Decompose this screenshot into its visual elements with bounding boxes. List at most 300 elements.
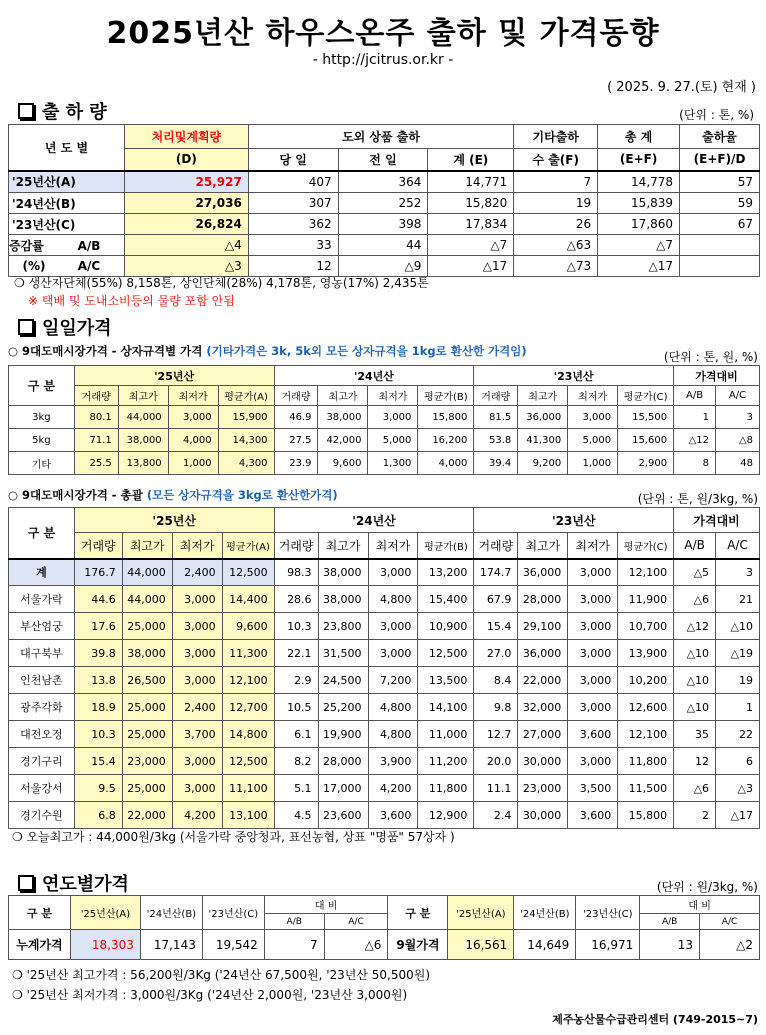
cell: 10,900 xyxy=(418,613,474,640)
h-max: 최고가 xyxy=(118,386,168,406)
cell: 7 xyxy=(514,171,598,193)
cell: 22,000 xyxy=(122,802,172,829)
row-label: '25년산(A) xyxy=(9,171,125,193)
cell: 11,900 xyxy=(618,586,674,613)
cell: △2 xyxy=(700,930,760,960)
h-today: 당 일 xyxy=(248,149,338,171)
cell: 10,700 xyxy=(618,613,674,640)
h-ab: A/B xyxy=(674,386,716,406)
shipment-table xyxy=(8,124,760,277)
h-c-left: '23년산(C) xyxy=(202,896,264,930)
cell: △6 xyxy=(674,775,716,802)
cell: 48 xyxy=(716,452,760,475)
cell: 15,820 xyxy=(428,193,514,214)
cell: 9,600 xyxy=(222,613,274,640)
cell: 364 xyxy=(338,171,428,193)
cell: 44,000 xyxy=(122,559,172,586)
table-row xyxy=(9,586,760,613)
shipment-unit: (단위 : 톤, %) xyxy=(679,108,754,122)
table-row xyxy=(9,748,760,775)
cell: 2,400 xyxy=(172,694,222,721)
cell: 12,100 xyxy=(222,667,274,694)
inc-label: 증감률 xyxy=(9,238,44,253)
cell: 10.3 xyxy=(74,721,122,748)
daily-unit1: (단위 : 톤, 원, %) xyxy=(663,350,758,364)
table-row xyxy=(9,721,760,748)
cell: △7 xyxy=(598,235,680,256)
cell: 2.4 xyxy=(474,802,518,829)
h-cmp-left: 대 비 xyxy=(264,896,388,914)
yearly-price-table xyxy=(8,895,760,960)
cell: 14,800 xyxy=(222,721,274,748)
cell: 53.8 xyxy=(474,429,518,452)
cell: 3,000 xyxy=(172,775,222,802)
cell: 22.1 xyxy=(274,640,318,667)
cell: 3,600 xyxy=(568,721,618,748)
table-row xyxy=(9,802,760,829)
cell: 39.8 xyxy=(74,640,122,667)
cell: △4 xyxy=(124,235,248,256)
cell: 11,200 xyxy=(418,748,474,775)
cell: 2.9 xyxy=(274,667,318,694)
cell: 18,303 xyxy=(70,930,140,960)
cell: 44,000 xyxy=(118,406,168,429)
h-avg-b: 평균가(B) xyxy=(418,386,474,406)
cell: 15,400 xyxy=(418,586,474,613)
yearly-heading-text: 연도별가격 xyxy=(42,874,129,895)
cell: 12 xyxy=(248,256,338,277)
table-row xyxy=(9,640,760,667)
cell: 3,600 xyxy=(368,802,418,829)
cell: △12 xyxy=(674,613,716,640)
cell: 25,000 xyxy=(122,775,172,802)
cell: △17 xyxy=(716,802,760,829)
cell: 19 xyxy=(716,667,760,694)
cell: 80.1 xyxy=(74,406,118,429)
table-row xyxy=(9,406,760,429)
cell: 13 xyxy=(640,930,700,960)
shipment-note-red: ※ 택배 및 도내소비등의 물량 포함 안됨 xyxy=(28,294,235,308)
h-vol: 거래량 xyxy=(474,386,518,406)
cell: 3,000 xyxy=(172,748,222,775)
cell: 23,600 xyxy=(318,802,368,829)
h-a-right: '25년산(A) xyxy=(448,896,514,930)
cell: 27,036 xyxy=(124,193,248,214)
cell: 3 xyxy=(716,406,760,429)
cell: 4,200 xyxy=(172,802,222,829)
h-etc: 기타출하 xyxy=(514,125,598,149)
h-max: 최고가 xyxy=(318,386,368,406)
cell: 15,900 xyxy=(218,406,274,429)
table-row xyxy=(9,429,760,452)
cell: 3,000 xyxy=(368,559,418,586)
cell: 12,500 xyxy=(418,640,474,667)
yearly-note1: ❍ '25년산 최고가격 : 56,200원/3Kg ('24년산 67,500원, '23년산 50,500원) xyxy=(12,968,431,982)
row-label: 5kg xyxy=(9,429,75,452)
cell: 98.3 xyxy=(274,559,318,586)
cell: 41,300 xyxy=(518,429,568,452)
cell: 11,300 xyxy=(222,640,274,667)
cell: 15,839 xyxy=(598,193,680,214)
cell: 12.7 xyxy=(474,721,518,748)
cell: 12,100 xyxy=(618,721,674,748)
cell: 17,143 xyxy=(140,930,202,960)
cell: 8.2 xyxy=(274,748,318,775)
h-vol: 거래량 xyxy=(74,533,122,559)
cell: △10 xyxy=(674,640,716,667)
ab-label: A/B xyxy=(77,238,101,253)
cell: 19 xyxy=(514,193,598,214)
cell: 15,600 xyxy=(618,429,674,452)
h-cmp-right: 대 비 xyxy=(640,896,760,914)
cell: △63 xyxy=(514,235,598,256)
size-price-table xyxy=(8,365,760,475)
cell: 32,000 xyxy=(518,694,568,721)
row-label: 대구북부 xyxy=(9,640,75,667)
cell: 28,000 xyxy=(518,586,568,613)
cell: 44.6 xyxy=(74,586,122,613)
h-y24: '24년산 xyxy=(274,508,474,533)
h-cmp: 가격대비 xyxy=(674,508,760,533)
cell: 4,000 xyxy=(168,429,218,452)
cell: 35 xyxy=(674,721,716,748)
row-label: 기타 xyxy=(9,452,75,475)
cell: 3,000 xyxy=(172,667,222,694)
cell: 9.8 xyxy=(474,694,518,721)
cell: 10.5 xyxy=(274,694,318,721)
daily-sub1 xyxy=(8,343,527,359)
cell: △7 xyxy=(428,235,514,256)
cell: 5,000 xyxy=(568,429,618,452)
cell: 3,600 xyxy=(568,802,618,829)
h-ac: A/C xyxy=(716,386,760,406)
cell: 4,000 xyxy=(418,452,474,475)
cell: 21 xyxy=(716,586,760,613)
h-ac: A/C xyxy=(716,533,760,559)
cell: 12,700 xyxy=(222,694,274,721)
cell: 12,900 xyxy=(418,802,474,829)
cell: 3,900 xyxy=(368,748,418,775)
cell: 67.9 xyxy=(474,586,518,613)
row-label: 인천남촌 xyxy=(9,667,75,694)
cell: 13.8 xyxy=(74,667,122,694)
cell: 36,000 xyxy=(518,559,568,586)
cell: 4,300 xyxy=(218,452,274,475)
cell: 81.5 xyxy=(474,406,518,429)
cell: 4,800 xyxy=(368,586,418,613)
cell: 6.1 xyxy=(274,721,318,748)
cell: 22,000 xyxy=(518,667,568,694)
cell: 24,500 xyxy=(318,667,368,694)
shipment-note: ❍ 생산자단체(55%) 8,158톤, 상인단체(28%) 4,178톤, 영농(17%) 2,435톤 xyxy=(14,276,429,290)
h-max: 최고가 xyxy=(518,533,568,559)
cell: 9,600 xyxy=(318,452,368,475)
h-prev: 전 일 xyxy=(338,149,428,171)
cell: 7,200 xyxy=(368,667,418,694)
cell: 29,100 xyxy=(518,613,568,640)
cell: 36,000 xyxy=(518,640,568,667)
cell: 38,000 xyxy=(122,640,172,667)
cell: 28.6 xyxy=(274,586,318,613)
cell: 8 xyxy=(674,452,716,475)
h-max: 최고가 xyxy=(318,533,368,559)
cell: 14,778 xyxy=(598,171,680,193)
cell: 3,000 xyxy=(568,748,618,775)
row-label: 광주각화 xyxy=(9,694,75,721)
cell: 30,000 xyxy=(518,802,568,829)
cell: 30,000 xyxy=(518,748,568,775)
cell: 4,800 xyxy=(368,694,418,721)
cell: 59 xyxy=(680,193,760,214)
h-avg-b: 평균가(B) xyxy=(418,533,474,559)
ac-label: A/C xyxy=(77,259,101,273)
cell: 14,400 xyxy=(222,586,274,613)
cell: △5 xyxy=(674,559,716,586)
h-rate2: (E+F)/D xyxy=(680,149,760,171)
cell: △3 xyxy=(716,775,760,802)
inc-label-cell xyxy=(9,235,125,256)
cell: 2,400 xyxy=(172,559,222,586)
h-gubun-right: 구 분 xyxy=(388,896,448,930)
cell: 25,200 xyxy=(318,694,368,721)
cell: 25,000 xyxy=(122,694,172,721)
cell: 16,200 xyxy=(418,429,474,452)
cell: 4.5 xyxy=(274,802,318,829)
cell: 26,824 xyxy=(124,214,248,235)
cell: 3,000 xyxy=(568,406,618,429)
h-ab: A/B xyxy=(674,533,716,559)
cell: 11,800 xyxy=(618,748,674,775)
shipment-heading-text: 출 하 량 xyxy=(42,102,107,123)
row-label: 경기구리 xyxy=(9,748,75,775)
size-price-rows xyxy=(9,406,760,475)
cell xyxy=(680,256,760,277)
h-export: 수 출(F) xyxy=(514,149,598,171)
cell: 307 xyxy=(248,193,338,214)
cell: 13,900 xyxy=(618,640,674,667)
h-max: 최고가 xyxy=(518,386,568,406)
h-gubun-left: 구 분 xyxy=(9,896,71,930)
daily-unit2: (단위 : 톤, 원/3kg, %) xyxy=(637,492,758,506)
h-min: 최저가 xyxy=(172,533,222,559)
cell: △10 xyxy=(674,667,716,694)
cell: 13,800 xyxy=(118,452,168,475)
cell: △6 xyxy=(674,586,716,613)
cell: △10 xyxy=(716,613,760,640)
cell: 20.0 xyxy=(474,748,518,775)
cell: △19 xyxy=(716,640,760,667)
cell: 25,000 xyxy=(122,613,172,640)
cell: 38,000 xyxy=(118,429,168,452)
cell: 14,771 xyxy=(428,171,514,193)
table-row xyxy=(9,214,760,235)
daily-sub1-highlight: (기타가격은 3k, 5k외 모든 상자규격을 1kg로 환산한 가격임) xyxy=(206,344,527,358)
cell: 252 xyxy=(338,193,428,214)
cell: 31,500 xyxy=(318,640,368,667)
cell: 17.6 xyxy=(74,613,122,640)
h-max: 최고가 xyxy=(122,533,172,559)
cell: 15,800 xyxy=(618,802,674,829)
table-row xyxy=(9,452,760,475)
table-row xyxy=(9,559,760,586)
cell: 4,800 xyxy=(368,721,418,748)
cell: 12,500 xyxy=(222,559,274,586)
cell: 5.1 xyxy=(274,775,318,802)
cell: 9,200 xyxy=(518,452,568,475)
cell: 25.5 xyxy=(74,452,118,475)
h-vol: 거래량 xyxy=(274,533,318,559)
cell: 28,000 xyxy=(318,748,368,775)
cell: 3 xyxy=(716,559,760,586)
cell: 3,000 xyxy=(568,586,618,613)
h-total2: (E+F) xyxy=(598,149,680,171)
cell: 3,000 xyxy=(168,406,218,429)
cell: 13,500 xyxy=(418,667,474,694)
h-y25: '25년산 xyxy=(74,508,274,533)
cell: 3,000 xyxy=(568,559,618,586)
cell: 11,100 xyxy=(222,775,274,802)
daily-heading xyxy=(18,314,112,340)
cell: 11,000 xyxy=(418,721,474,748)
cell: 14,300 xyxy=(218,429,274,452)
cell: 26,500 xyxy=(122,667,172,694)
h-avg-a: 평균가(A) xyxy=(222,533,274,559)
cell: 17,834 xyxy=(428,214,514,235)
cell: 15,800 xyxy=(418,406,474,429)
cell: △9 xyxy=(338,256,428,277)
checkbox-square-icon xyxy=(18,875,34,891)
row-label: 서울가락 xyxy=(9,586,75,613)
cell xyxy=(680,235,760,256)
cell: 27.0 xyxy=(474,640,518,667)
cell: 25,927 xyxy=(124,171,248,193)
market-price-rows xyxy=(9,559,760,829)
cell: 1 xyxy=(674,406,716,429)
checkbox-square-icon xyxy=(18,319,34,335)
cell: 13,200 xyxy=(418,559,474,586)
cell: 18.9 xyxy=(74,694,122,721)
h-vol: 거래량 xyxy=(474,533,518,559)
cell: 1,000 xyxy=(168,452,218,475)
cell: 25,000 xyxy=(122,721,172,748)
h-y23: '23년산 xyxy=(474,366,674,386)
table-row xyxy=(9,171,760,193)
cell: 6 xyxy=(716,748,760,775)
cell: △6 xyxy=(324,930,388,960)
h-min: 최저가 xyxy=(168,386,218,406)
h-b-left: '24년산(B) xyxy=(140,896,202,930)
cell: 38,000 xyxy=(318,559,368,586)
cell: 19,542 xyxy=(202,930,264,960)
cell: 9.5 xyxy=(74,775,122,802)
cell: 12,500 xyxy=(222,748,274,775)
h-y25: '25년산 xyxy=(74,366,274,386)
h-y23: '23년산 xyxy=(474,508,674,533)
cumulative-label: 누계가격 xyxy=(9,930,71,960)
cell: 23,800 xyxy=(318,613,368,640)
h-y24: '24년산 xyxy=(274,366,474,386)
cell: 407 xyxy=(248,171,338,193)
cell: △17 xyxy=(598,256,680,277)
page-title: 2025년산 하우스온주 출하 및 가격동향 xyxy=(106,16,660,51)
row-label: 계 xyxy=(9,559,75,586)
cell: 3,000 xyxy=(568,640,618,667)
table-row xyxy=(9,930,760,960)
cell: 3,000 xyxy=(568,613,618,640)
h-year: 년 도 별 xyxy=(9,125,125,171)
h-avg-a: 평균가(A) xyxy=(218,386,274,406)
h-avg-c: 평균가(C) xyxy=(618,533,674,559)
cell: 27,000 xyxy=(518,721,568,748)
cell: 3,000 xyxy=(368,640,418,667)
cell: 13,100 xyxy=(222,802,274,829)
cell: 39.4 xyxy=(474,452,518,475)
h-ab-left: A/B xyxy=(264,914,324,930)
table-row xyxy=(9,235,760,256)
row-label: 경기수원 xyxy=(9,802,75,829)
cell: 36,000 xyxy=(518,406,568,429)
cell: 4,200 xyxy=(368,775,418,802)
h-min: 최저가 xyxy=(368,386,418,406)
daily-sub2 xyxy=(8,487,338,503)
row-label: 부산엄궁 xyxy=(9,613,75,640)
cell: 23,000 xyxy=(518,775,568,802)
h-vol: 거래량 xyxy=(74,386,118,406)
cell: 16,971 xyxy=(576,930,640,960)
cell: 10,200 xyxy=(618,667,674,694)
cell: 2,900 xyxy=(618,452,674,475)
cell: 3,000 xyxy=(368,613,418,640)
month-label: 9월가격 xyxy=(388,930,448,960)
cell: 27.5 xyxy=(274,429,318,452)
cell: 11,800 xyxy=(418,775,474,802)
website-url[interactable]: - http://jcitrus.or.kr - xyxy=(312,52,454,68)
cell: 1,000 xyxy=(568,452,618,475)
cell: 57 xyxy=(680,171,760,193)
h-min: 최저가 xyxy=(568,386,618,406)
daily-sub2-text: ○ 9대도매시장가격 - 총괄 xyxy=(8,488,143,502)
table-row xyxy=(9,613,760,640)
cell: 174.7 xyxy=(474,559,518,586)
cell: 12,100 xyxy=(618,559,674,586)
cell: △12 xyxy=(674,429,716,452)
cell: 12 xyxy=(674,748,716,775)
table-row xyxy=(9,193,760,214)
daily-sub1-text: ○ 9대도매시장가격 - 상자규격별 가격 xyxy=(8,344,203,358)
cell: 12,600 xyxy=(618,694,674,721)
market-price-table xyxy=(8,507,760,829)
cell: 6.8 xyxy=(74,802,122,829)
cell: 11,500 xyxy=(618,775,674,802)
shipment-heading xyxy=(18,98,107,124)
cell: 19,900 xyxy=(318,721,368,748)
cell: 3,000 xyxy=(172,640,222,667)
cell: 44,000 xyxy=(122,586,172,613)
row-label: '23년산(C) xyxy=(9,214,125,235)
cell: △73 xyxy=(514,256,598,277)
cell: 5,000 xyxy=(368,429,418,452)
h-a-left: '25년산(A) xyxy=(70,896,140,930)
cell: 11.1 xyxy=(474,775,518,802)
h-rate: 출하율 xyxy=(680,125,760,149)
yearly-heading xyxy=(18,870,129,896)
row-label: '24년산(B) xyxy=(9,193,125,214)
h-cmp: 가격대비 xyxy=(674,366,760,386)
h-ab-right: A/B xyxy=(640,914,700,930)
cell: 17,000 xyxy=(318,775,368,802)
h-out: 도외 상품 출하 xyxy=(248,125,513,149)
cell: 362 xyxy=(248,214,338,235)
